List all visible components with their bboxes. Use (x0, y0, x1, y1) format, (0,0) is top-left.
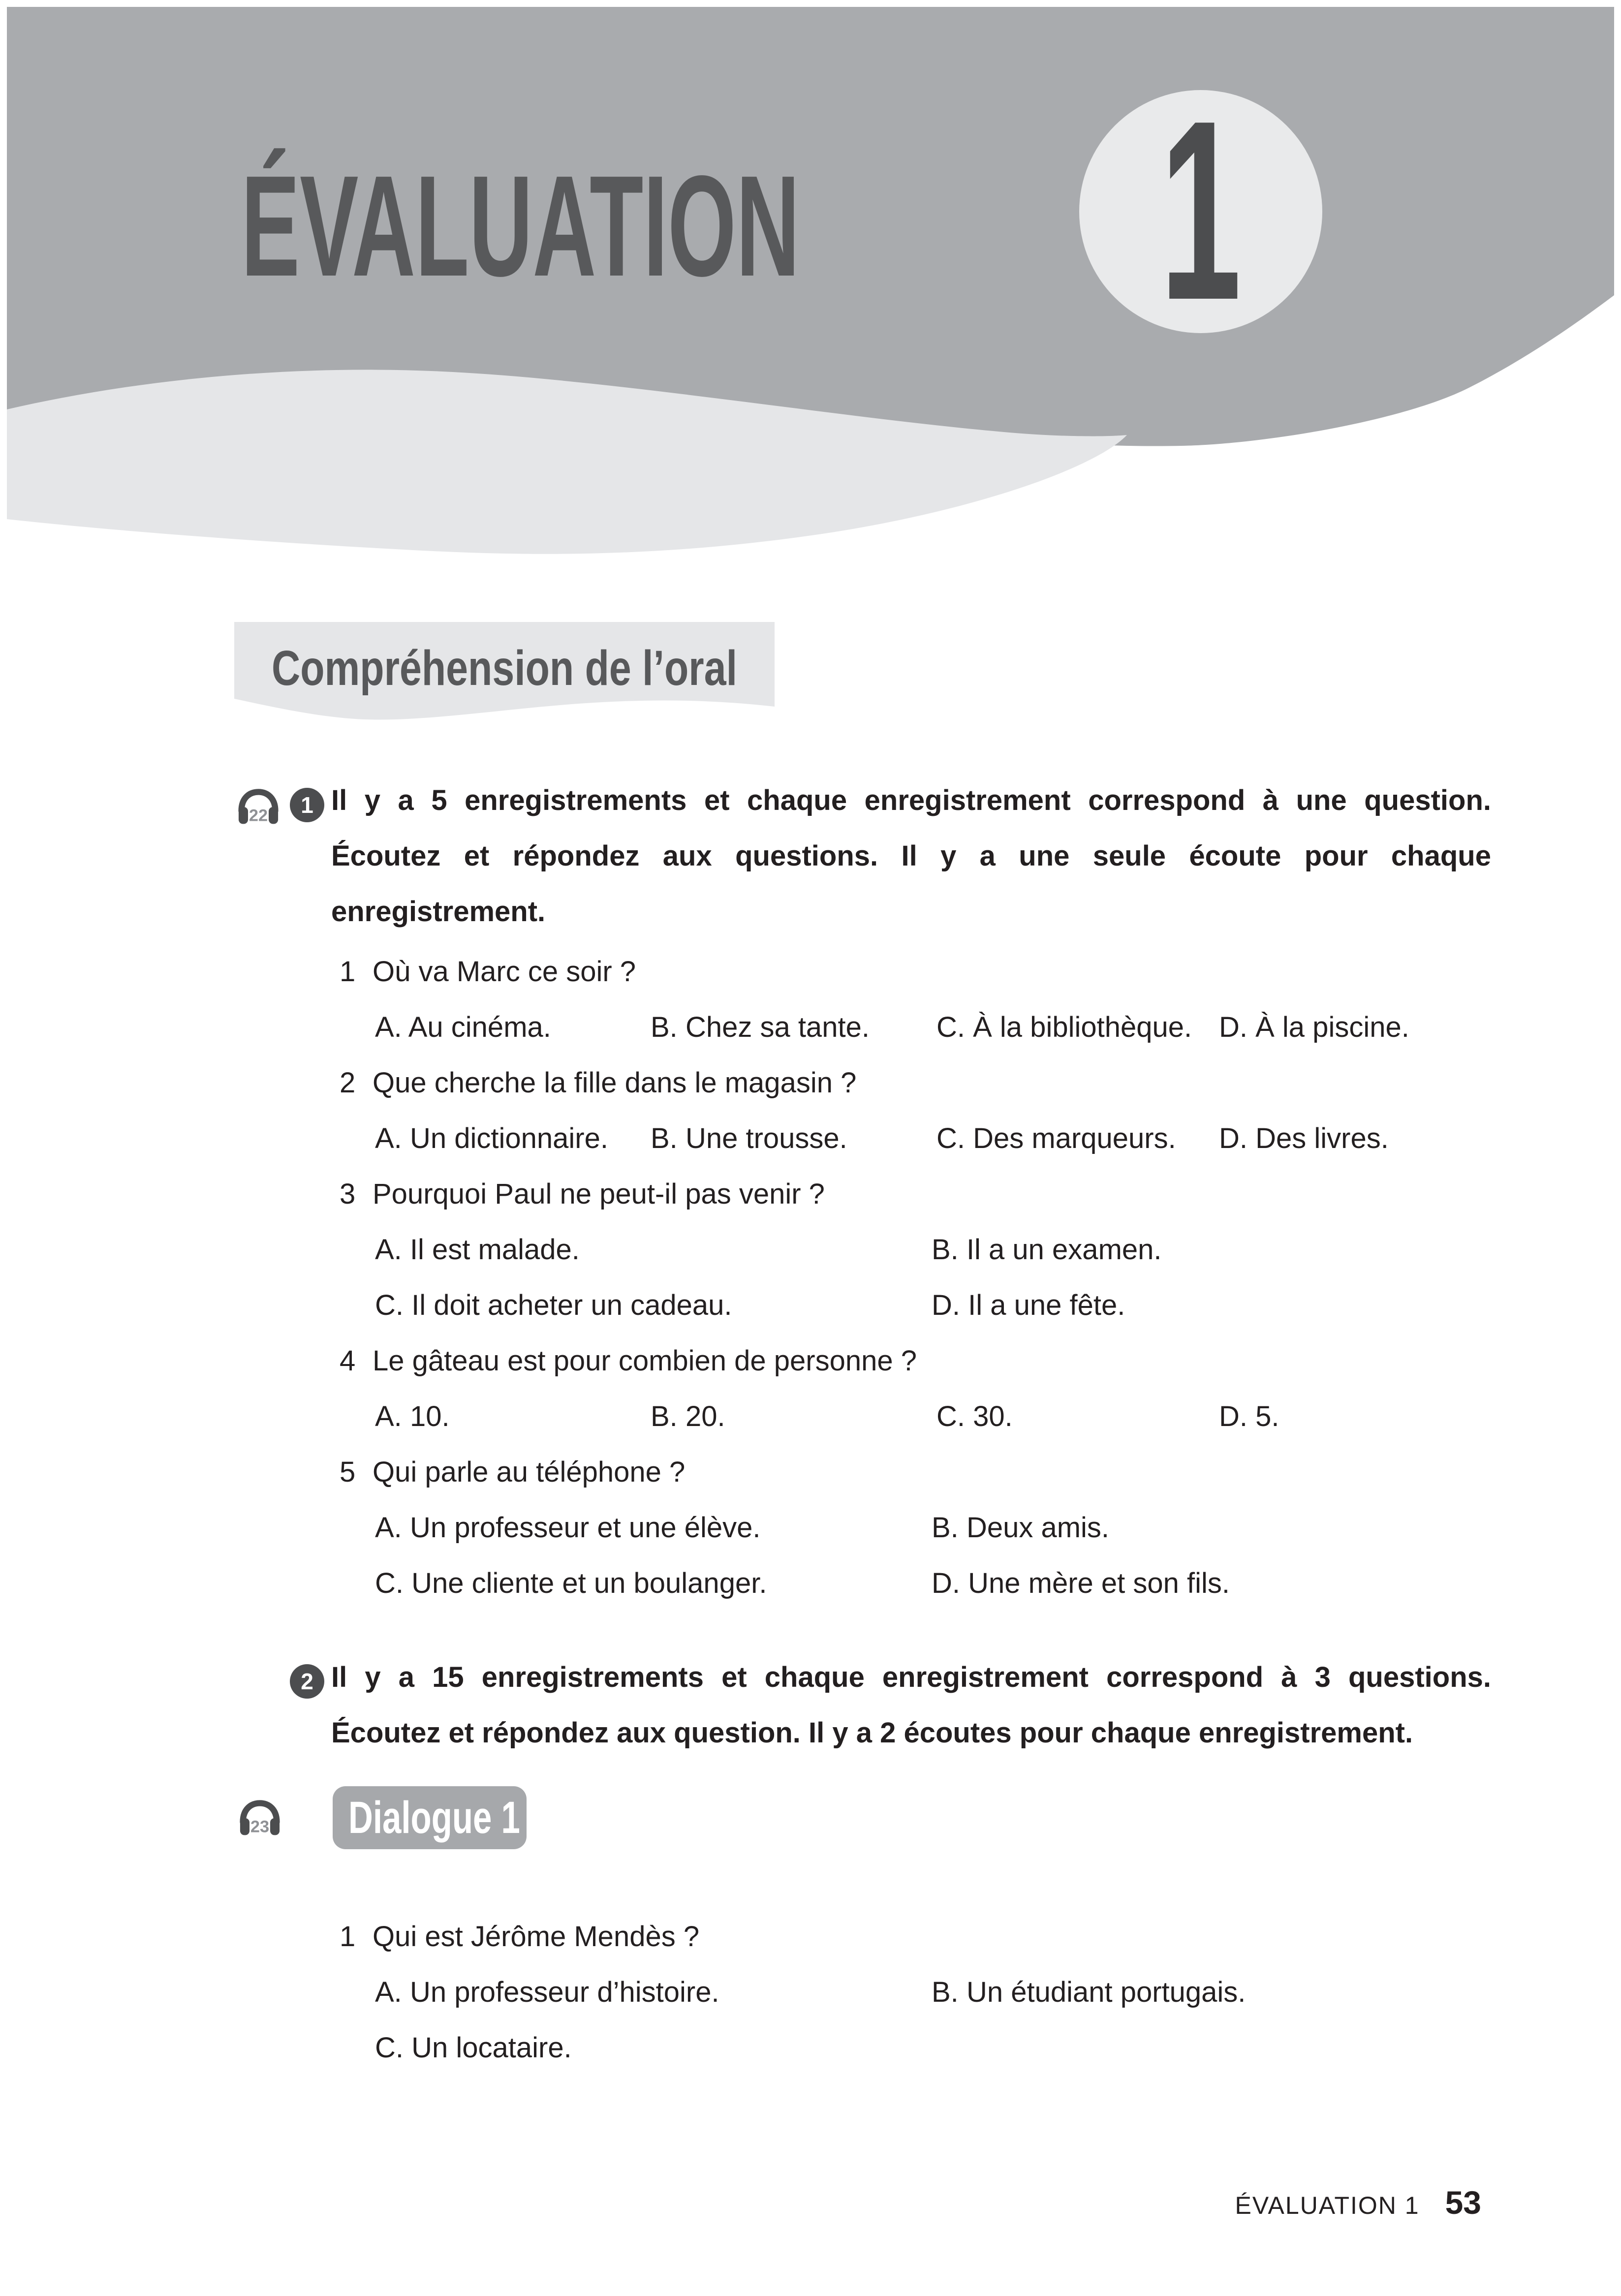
instruction-line: enregistrement. (331, 896, 546, 928)
option (375, 1222, 580, 1277)
option-label: A. (375, 1512, 402, 1544)
option-text: Des marqueurs. (973, 1122, 1176, 1154)
question-text: Où va Marc ce soir ? (373, 956, 636, 988)
question-text: Le gâteau est pour combien de personne ? (373, 1345, 917, 1377)
options-row (331, 2020, 1512, 2076)
audio-track-number: 22 (249, 806, 268, 825)
option-text: À la bibliothèque. (973, 1011, 1192, 1043)
option-label: C. (936, 1122, 965, 1154)
options-row (331, 1500, 1512, 1555)
option-text: Un professeur et une élève. (409, 1512, 761, 1544)
option-text: Deux amis. (966, 1512, 1110, 1544)
page-header-graphic (0, 0, 1621, 738)
option-label: A. (375, 1122, 402, 1154)
option-label: A. (375, 1400, 402, 1432)
option (651, 1389, 725, 1444)
option-label: D. (1219, 1400, 1247, 1432)
question-number: 2 (340, 1067, 356, 1099)
option-label: A. (375, 1976, 402, 2008)
option-label: C. (375, 2032, 404, 2064)
option-text: Un locataire. (411, 2032, 572, 2064)
option-text: Des livres. (1255, 1122, 1389, 1154)
option (932, 1500, 1109, 1555)
question-text: Pourquoi Paul ne peut-il pas venir ? (373, 1178, 825, 1210)
question-number: 3 (340, 1178, 356, 1210)
section-title: Compréhension de l’oral (272, 641, 737, 696)
options-row (331, 1222, 1512, 1277)
option-label: B. (651, 1122, 678, 1154)
option-text: Une cliente et un boulanger. (411, 1567, 767, 1599)
question-text: Qui est Jérôme Mendès ? (373, 1921, 700, 1953)
options-row (331, 1277, 1512, 1333)
option (375, 999, 551, 1055)
instruction-line: Écoutez et répondez aux question. Il y a 2 écoutes pour chaque enregistrement. (331, 1717, 1413, 1749)
option (932, 1964, 1246, 2020)
option-text: Un étudiant portugais. (966, 1976, 1246, 2008)
option-label: B. (651, 1011, 678, 1043)
option (375, 2020, 572, 2076)
audio-track-number: 23 (250, 1817, 270, 1836)
options-row (331, 1964, 1512, 2020)
instruction-line: Écoutez et répondez aux questions. Il y a une seule écoute pour chaque (331, 840, 1491, 872)
option (651, 1111, 847, 1166)
option-text: Il a une fête. (968, 1289, 1125, 1321)
option-text: Un dictionnaire. (409, 1122, 608, 1154)
dialogue-badge (333, 1786, 527, 1849)
option-text: Une trousse. (685, 1122, 847, 1154)
option (375, 1277, 732, 1333)
option-label: D. (1219, 1122, 1247, 1154)
option-text: 20. (685, 1400, 725, 1432)
instruction-line: Il y a 15 enregistrements et chaque enregistrement correspond à 3 questions. (331, 1661, 1491, 1693)
question-text: Qui parle au téléphone ? (373, 1456, 686, 1488)
option (932, 1555, 1230, 1611)
footer-section-label: ÉVALUATION 1 (1235, 2192, 1420, 2219)
option-label: A. (375, 1234, 402, 1266)
option-label: D. (932, 1289, 960, 1321)
option (1219, 999, 1409, 1055)
option-label: C. (375, 1289, 404, 1321)
exercise-number-badge: 2 (290, 1664, 324, 1699)
option-label: D. (1219, 1011, 1247, 1043)
option (375, 1389, 450, 1444)
question-number: 1 (340, 1921, 356, 1953)
option-text: Il est malade. (409, 1234, 580, 1266)
option (375, 1500, 760, 1555)
question-number: 4 (340, 1345, 356, 1377)
option-text: Il doit acheter un cadeau. (411, 1289, 732, 1321)
headphone-earpad-right (270, 1818, 280, 1835)
option-label: C. (375, 1567, 404, 1599)
options-row (331, 1555, 1512, 1611)
option-text: Chez sa tante. (685, 1011, 870, 1043)
option-label: A. (375, 1011, 402, 1043)
option-text: 5. (1255, 1400, 1279, 1432)
option (936, 999, 1192, 1055)
question-text: Que cherche la fille dans le magasin ? (373, 1067, 857, 1099)
option-text: À la piscine. (1255, 1011, 1409, 1043)
option (932, 1222, 1162, 1277)
option-label: B. (932, 1512, 959, 1544)
question-row (331, 1333, 1512, 1389)
option-label: C. (936, 1011, 965, 1043)
options-row (331, 1111, 1512, 1166)
option-label: C. (936, 1400, 965, 1432)
exercise2-instructions (331, 1649, 1491, 1761)
option (651, 999, 870, 1055)
headphones-icon (236, 1798, 283, 1839)
option-text: Une mère et son fils. (968, 1567, 1230, 1599)
option-text: Il a un examen. (966, 1234, 1162, 1266)
options-row (331, 999, 1512, 1055)
question-row (331, 1444, 1512, 1500)
option (375, 1555, 767, 1611)
option (936, 1111, 1176, 1166)
option (936, 1389, 1013, 1444)
exercise1-instructions (331, 773, 1491, 939)
question-row (331, 944, 1512, 999)
option-label: B. (651, 1400, 678, 1432)
option-label: B. (932, 1234, 959, 1266)
option (932, 1277, 1125, 1333)
option-text: Au cinéma. (408, 1011, 551, 1043)
headphone-earpad-left (239, 807, 248, 824)
headphone-earpad-left (240, 1818, 249, 1835)
footer-page-number: 53 (1445, 2184, 1481, 2221)
option-text: 30. (973, 1400, 1013, 1432)
option-text: 10. (409, 1400, 450, 1432)
option (375, 1111, 608, 1166)
options-row (331, 1389, 1512, 1444)
unit-number: 1 (1160, 67, 1242, 353)
question-number: 5 (340, 1456, 356, 1488)
option-label: D. (932, 1567, 960, 1599)
question-row (331, 1909, 1512, 1964)
question-row (331, 1166, 1512, 1222)
option (375, 1964, 719, 2020)
dialogue-badge-label: Dialogue 1 (348, 1792, 520, 1843)
instruction-line: Il y a 5 enregistrements et chaque enregistrement correspond à une question. (331, 784, 1491, 816)
page-title: ÉVALUATION (241, 146, 800, 306)
option (1219, 1389, 1279, 1444)
question-number: 1 (340, 956, 356, 988)
option-text: Un professeur d’histoire. (409, 1976, 719, 2008)
option-label: B. (932, 1976, 959, 2008)
headphone-earpad-right (269, 807, 278, 824)
exercise-number-badge: 1 (290, 788, 324, 822)
page-footer (1235, 2184, 1481, 2221)
headphones-icon (235, 786, 282, 828)
question-row (331, 1055, 1512, 1111)
option (1219, 1111, 1389, 1166)
